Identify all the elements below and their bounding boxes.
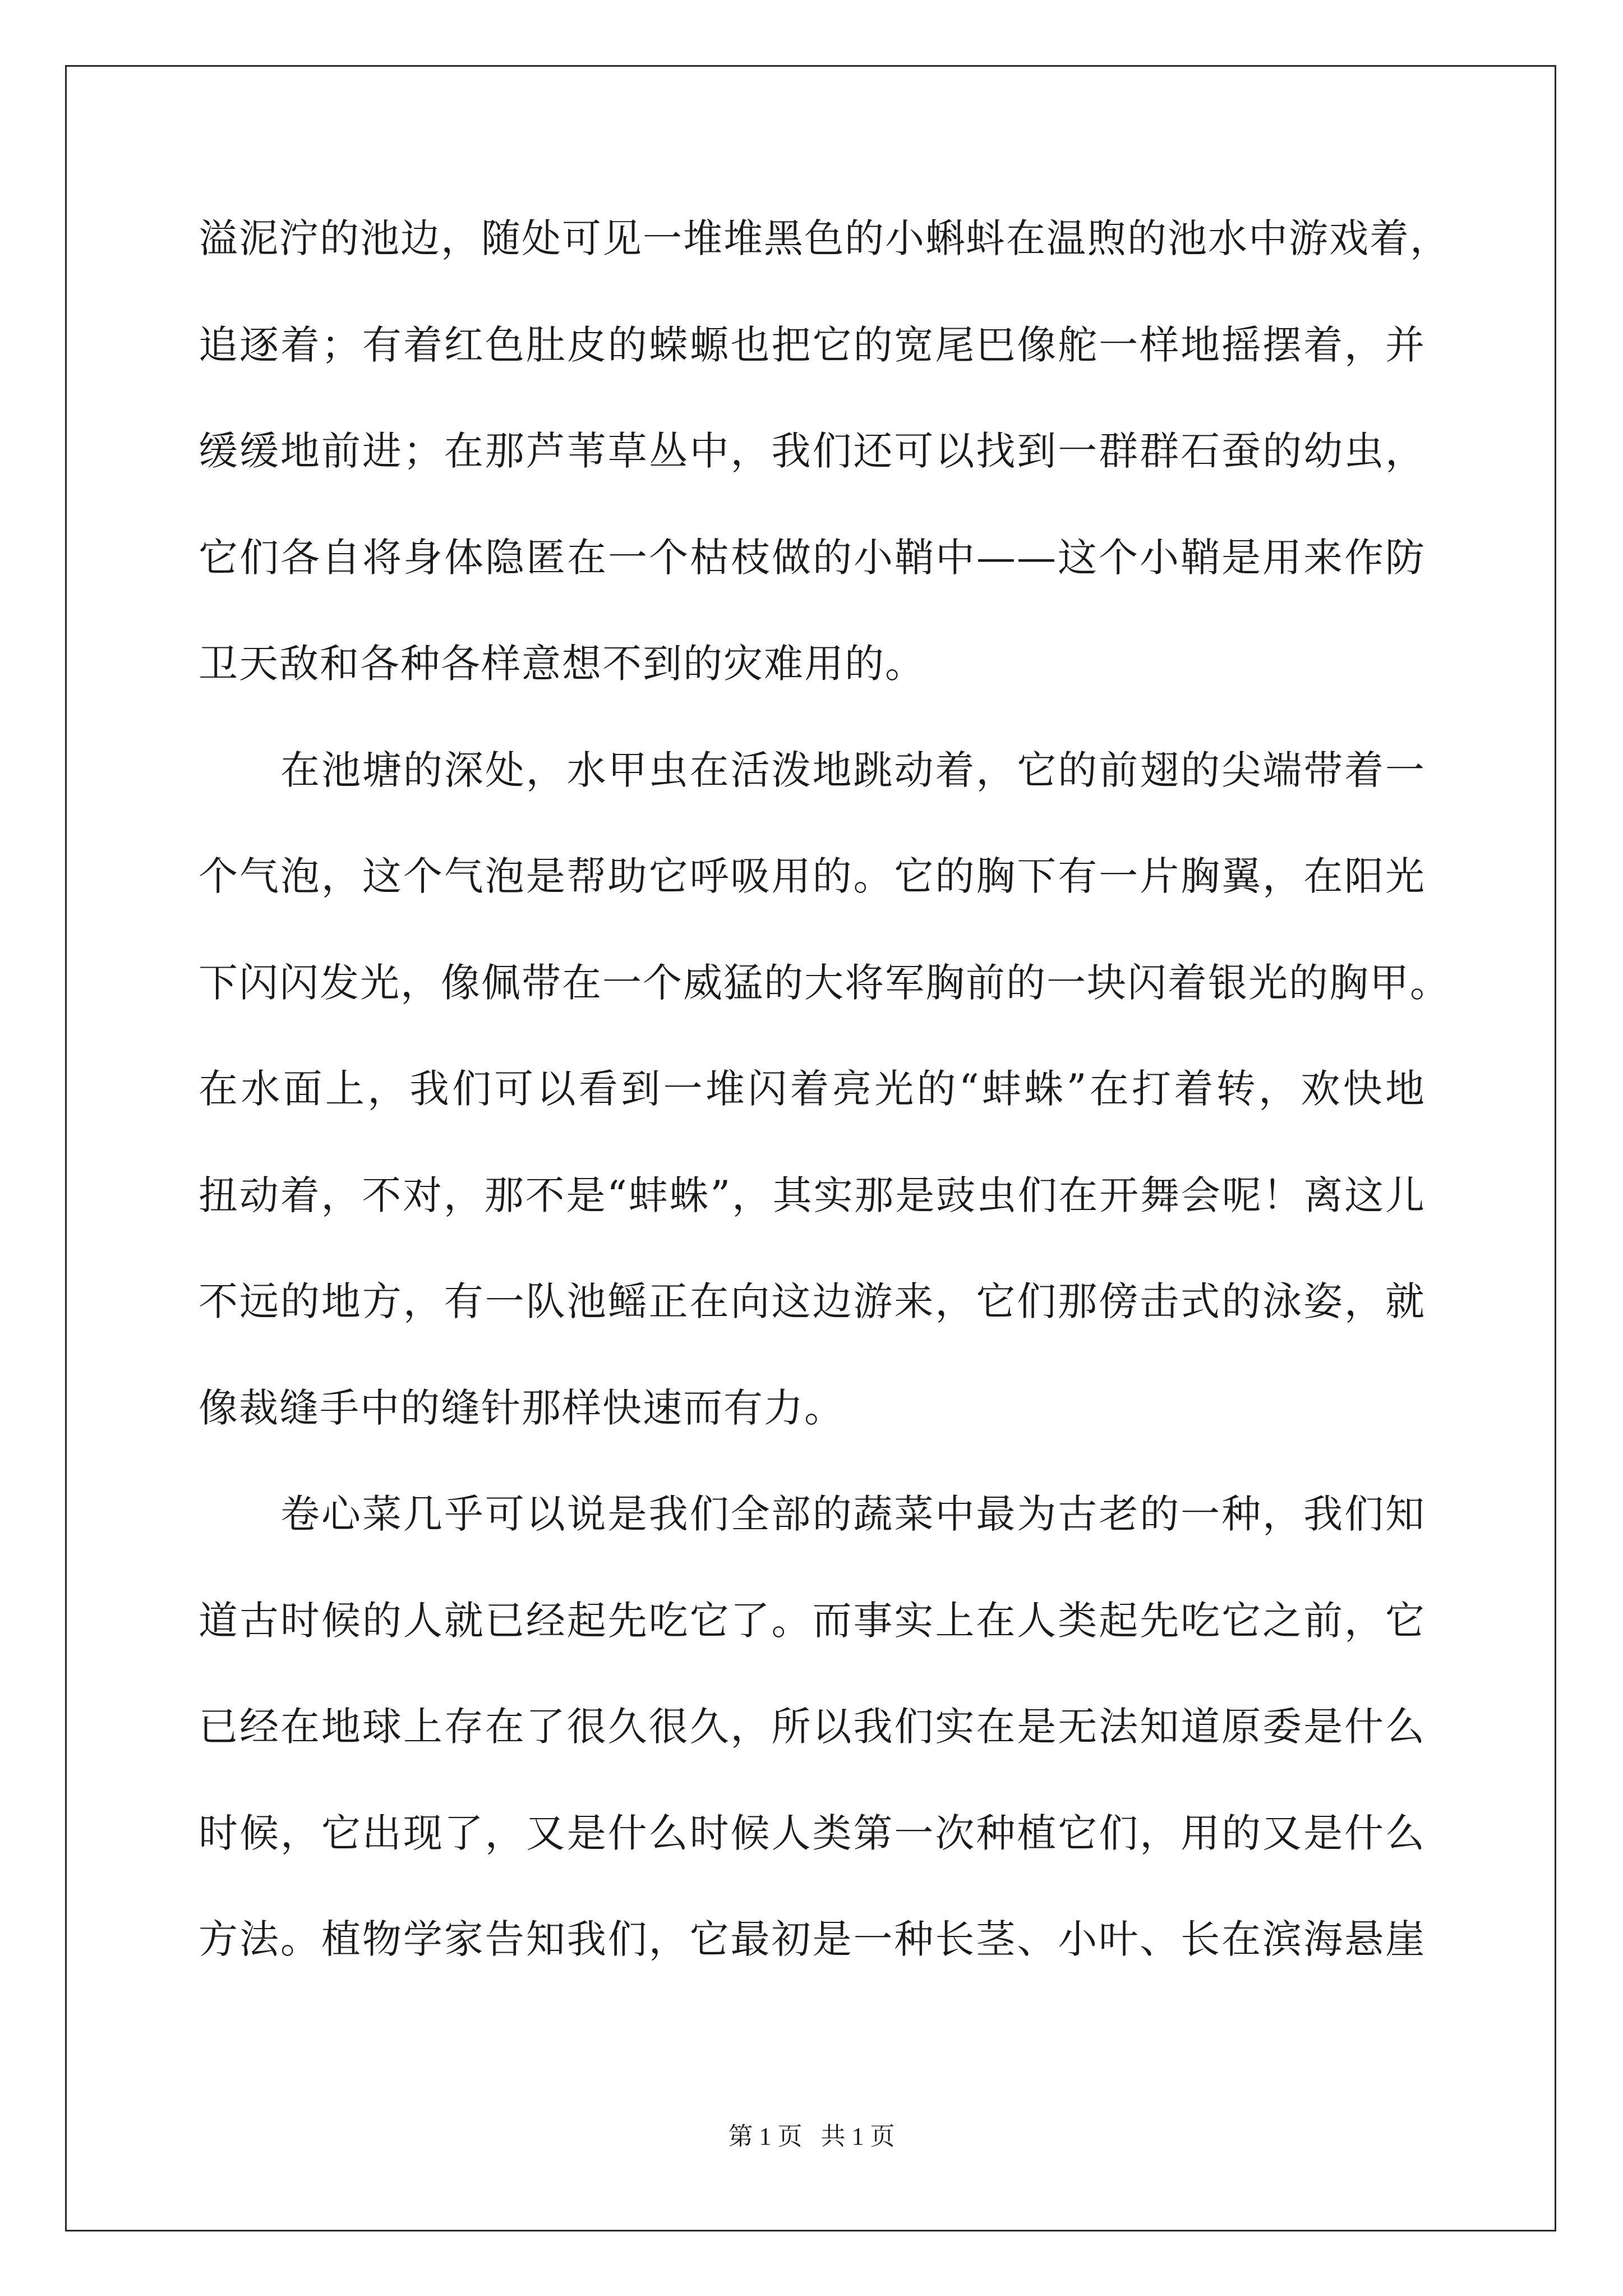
text-line: 扭动着，不对，那不是“蚌蛛”，其实那是豉虫们在开舞会呢！离这儿 — [199, 1172, 1426, 1218]
text-line: 在池塘的深处，水甲虫在活泼地跳动着，它的前翅的尖端带着一 — [280, 747, 1426, 793]
text-line: 溢泥泞的池边，随处可见一堆堆黑色的小蝌蚪在温煦的池水中游戏着， — [199, 215, 1450, 261]
text-line: 像裁缝手中的缝针那样快速而有力。 — [199, 1384, 845, 1431]
text-line: 卫天敌和各种各样意想不到的灾难用的。 — [199, 641, 925, 687]
text-line: 卷心菜几乎可以说是我们全部的蔬菜中最为古老的一种，我们知 — [280, 1491, 1426, 1537]
text-line: 方法。植物学家告知我们，它最初是一种长茎、小叶、长在滨海悬崖 — [199, 1916, 1426, 1962]
document-body — [199, 206, 1450, 2014]
text-line: 缓缓地前进；在那芦苇草丛中，我们还可以找到一群群石蚕的幼虫， — [199, 428, 1426, 474]
text-line: 道古时候的人就已经起先吃它了。而事实上在人类起先吃它之前，它 — [199, 1597, 1426, 1644]
text-line: 它们各自将身体隐匿在一个枯枝做的小鞘中——这个小鞘是用来作防 — [199, 534, 1426, 581]
text-line: 在水面上，我们可以看到一堆闪着亮光的“蚌蛛”在打着转，欢快地 — [199, 1066, 1426, 1112]
text-line: 个气泡，这个气泡是帮助它呼吸用的。它的胸下有一片胸翼，在阳光 — [199, 853, 1426, 899]
text-line: 已经在地球上存在了很久很久，所以我们实在是无法知道原委是什么 — [199, 1704, 1426, 1750]
text-line: 时候，它出现了，又是什么时候人类第一次种植它们，用的又是什么 — [199, 1810, 1426, 1856]
text-line: 不远的地方，有一队池鳐正在向这边游来，它们那傍击式的泳姿，就 — [199, 1278, 1426, 1324]
page-footer: 第 1 页 共 1 页 — [728, 2123, 895, 2150]
text-line: 追逐着；有着红色肚皮的蝾螈也把它的宽尾巴像舵一样地摇摆着，并 — [199, 321, 1426, 368]
text-line: 下闪闪发光，像佩带在一个威猛的大将军胸前的一块闪着银光的胸甲。 — [199, 959, 1450, 1006]
